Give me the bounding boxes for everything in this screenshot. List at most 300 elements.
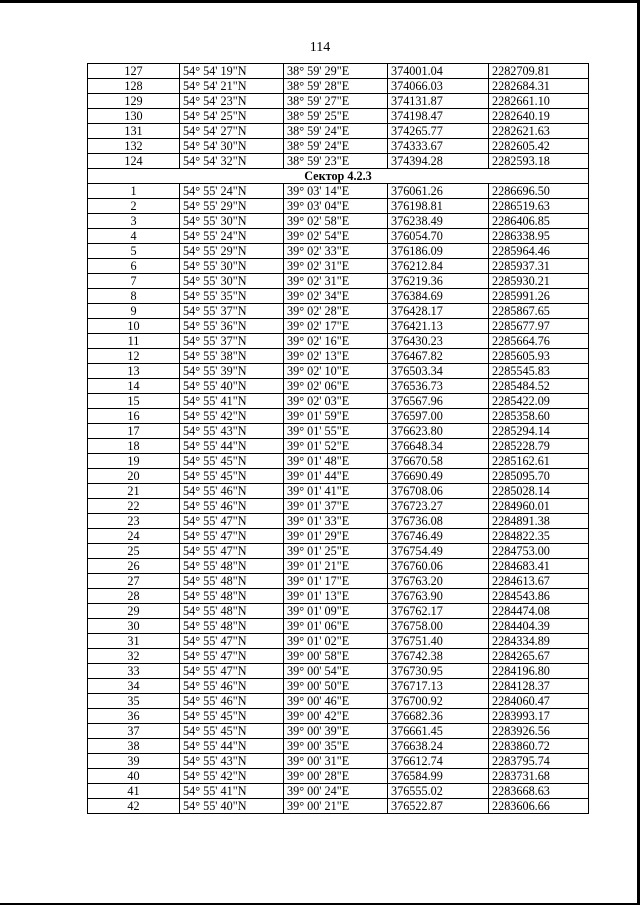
x-coordinate-cell: 376700.92 bbox=[388, 694, 489, 709]
latitude-cell: 54° 55' 45"N bbox=[180, 454, 284, 469]
x-coordinate-cell: 376212.84 bbox=[388, 259, 489, 274]
y-coordinate-cell: 2282593.18 bbox=[489, 154, 589, 169]
table-row bbox=[88, 79, 589, 94]
page-frame-top bbox=[0, 0, 640, 3]
point-number-cell: 12 bbox=[88, 349, 180, 364]
point-number-cell: 22 bbox=[88, 499, 180, 514]
latitude-cell: 54° 55' 47"N bbox=[180, 634, 284, 649]
longitude-cell: 39° 01' 17"E bbox=[284, 574, 388, 589]
longitude-cell: 39° 01' 13"E bbox=[284, 589, 388, 604]
y-coordinate-cell: 2285294.14 bbox=[489, 424, 589, 439]
x-coordinate-cell: 374265.77 bbox=[388, 124, 489, 139]
table-row bbox=[88, 124, 589, 139]
table-row bbox=[88, 679, 589, 694]
x-coordinate-cell: 376536.73 bbox=[388, 379, 489, 394]
table-row bbox=[88, 259, 589, 274]
table-row bbox=[88, 514, 589, 529]
point-number-cell: 28 bbox=[88, 589, 180, 604]
table-row bbox=[88, 454, 589, 469]
longitude-cell: 39° 01' 21"E bbox=[284, 559, 388, 574]
latitude-cell: 54° 55' 38"N bbox=[180, 349, 284, 364]
x-coordinate-cell: 376742.38 bbox=[388, 649, 489, 664]
y-coordinate-cell: 2283926.56 bbox=[489, 724, 589, 739]
point-number-cell: 1 bbox=[88, 184, 180, 199]
x-coordinate-cell: 376746.49 bbox=[388, 529, 489, 544]
point-number-cell: 32 bbox=[88, 649, 180, 664]
table-row bbox=[88, 364, 589, 379]
latitude-cell: 54° 55' 47"N bbox=[180, 544, 284, 559]
longitude-cell: 39° 00' 54"E bbox=[284, 664, 388, 679]
table-row bbox=[88, 604, 589, 619]
table-row bbox=[88, 694, 589, 709]
x-coordinate-cell: 376754.49 bbox=[388, 544, 489, 559]
latitude-cell: 54° 54' 27"N bbox=[180, 124, 284, 139]
x-coordinate-cell: 376758.00 bbox=[388, 619, 489, 634]
latitude-cell: 54° 55' 40"N bbox=[180, 799, 284, 814]
table-row bbox=[88, 394, 589, 409]
longitude-cell: 39° 02' 10"E bbox=[284, 364, 388, 379]
table-row bbox=[88, 484, 589, 499]
latitude-cell: 54° 55' 44"N bbox=[180, 739, 284, 754]
table-row bbox=[88, 559, 589, 574]
y-coordinate-cell: 2285677.97 bbox=[489, 319, 589, 334]
latitude-cell: 54° 55' 40"N bbox=[180, 379, 284, 394]
point-number-cell: 132 bbox=[88, 139, 180, 154]
y-coordinate-cell: 2282640.19 bbox=[489, 109, 589, 124]
x-coordinate-cell: 376717.13 bbox=[388, 679, 489, 694]
y-coordinate-cell: 2286338.95 bbox=[489, 229, 589, 244]
y-coordinate-cell: 2285162.61 bbox=[489, 454, 589, 469]
longitude-cell: 39° 01' 44"E bbox=[284, 469, 388, 484]
y-coordinate-cell: 2284128.37 bbox=[489, 679, 589, 694]
latitude-cell: 54° 55' 48"N bbox=[180, 574, 284, 589]
point-number-cell: 16 bbox=[88, 409, 180, 424]
table-row bbox=[88, 229, 589, 244]
x-coordinate-cell: 376061.26 bbox=[388, 184, 489, 199]
table-body-after bbox=[88, 184, 589, 814]
latitude-cell: 54° 55' 24"N bbox=[180, 184, 284, 199]
latitude-cell: 54° 55' 48"N bbox=[180, 619, 284, 634]
longitude-cell: 39° 00' 31"E bbox=[284, 754, 388, 769]
latitude-cell: 54° 54' 30"N bbox=[180, 139, 284, 154]
table-row bbox=[88, 754, 589, 769]
latitude-cell: 54° 55' 36"N bbox=[180, 319, 284, 334]
x-coordinate-cell: 376567.96 bbox=[388, 394, 489, 409]
latitude-cell: 54° 55' 47"N bbox=[180, 529, 284, 544]
x-coordinate-cell: 376186.09 bbox=[388, 244, 489, 259]
longitude-cell: 38° 59' 24"E bbox=[284, 124, 388, 139]
latitude-cell: 54° 55' 46"N bbox=[180, 679, 284, 694]
longitude-cell: 39° 03' 14"E bbox=[284, 184, 388, 199]
table-row bbox=[88, 634, 589, 649]
y-coordinate-cell: 2283668.63 bbox=[489, 784, 589, 799]
longitude-cell: 39° 00' 58"E bbox=[284, 649, 388, 664]
longitude-cell: 39° 02' 13"E bbox=[284, 349, 388, 364]
y-coordinate-cell: 2285867.65 bbox=[489, 304, 589, 319]
longitude-cell: 39° 00' 28"E bbox=[284, 769, 388, 784]
longitude-cell: 39° 01' 37"E bbox=[284, 499, 388, 514]
table-row bbox=[88, 469, 589, 484]
latitude-cell: 54° 55' 48"N bbox=[180, 604, 284, 619]
point-number-cell: 127 bbox=[88, 64, 180, 79]
x-coordinate-cell: 376670.58 bbox=[388, 454, 489, 469]
y-coordinate-cell: 2284404.39 bbox=[489, 619, 589, 634]
x-coordinate-cell: 376584.99 bbox=[388, 769, 489, 784]
longitude-cell: 39° 00' 35"E bbox=[284, 739, 388, 754]
y-coordinate-cell: 2283860.72 bbox=[489, 739, 589, 754]
y-coordinate-cell: 2283993.17 bbox=[489, 709, 589, 724]
y-coordinate-cell: 2286519.63 bbox=[489, 199, 589, 214]
point-number-cell: 23 bbox=[88, 514, 180, 529]
table-row bbox=[88, 784, 589, 799]
point-number-cell: 34 bbox=[88, 679, 180, 694]
latitude-cell: 54° 55' 41"N bbox=[180, 394, 284, 409]
latitude-cell: 54° 55' 43"N bbox=[180, 424, 284, 439]
x-coordinate-cell: 376428.17 bbox=[388, 304, 489, 319]
latitude-cell: 54° 54' 25"N bbox=[180, 109, 284, 124]
longitude-cell: 38° 59' 23"E bbox=[284, 154, 388, 169]
page-number: 114 bbox=[309, 40, 331, 55]
table-row bbox=[88, 664, 589, 679]
point-number-cell: 39 bbox=[88, 754, 180, 769]
table-row bbox=[88, 64, 589, 79]
y-coordinate-cell: 2283795.74 bbox=[489, 754, 589, 769]
latitude-cell: 54° 55' 43"N bbox=[180, 754, 284, 769]
y-coordinate-cell: 2284683.41 bbox=[489, 559, 589, 574]
table-row bbox=[88, 304, 589, 319]
table-row bbox=[88, 619, 589, 634]
x-coordinate-cell: 376238.49 bbox=[388, 214, 489, 229]
y-coordinate-cell: 2285484.52 bbox=[489, 379, 589, 394]
longitude-cell: 39° 00' 39"E bbox=[284, 724, 388, 739]
x-coordinate-cell: 376597.00 bbox=[388, 409, 489, 424]
longitude-cell: 39° 02' 34"E bbox=[284, 289, 388, 304]
latitude-cell: 54° 55' 42"N bbox=[180, 769, 284, 784]
longitude-cell: 39° 01' 48"E bbox=[284, 454, 388, 469]
latitude-cell: 54° 55' 37"N bbox=[180, 334, 284, 349]
section-header-row bbox=[88, 169, 589, 184]
point-number-cell: 18 bbox=[88, 439, 180, 454]
point-number-cell: 35 bbox=[88, 694, 180, 709]
table-row bbox=[88, 289, 589, 304]
point-number-cell: 9 bbox=[88, 304, 180, 319]
point-number-cell: 10 bbox=[88, 319, 180, 334]
longitude-cell: 39° 00' 42"E bbox=[284, 709, 388, 724]
longitude-cell: 39° 01' 02"E bbox=[284, 634, 388, 649]
x-coordinate-cell: 374198.47 bbox=[388, 109, 489, 124]
x-coordinate-cell: 376763.20 bbox=[388, 574, 489, 589]
latitude-cell: 54° 55' 46"N bbox=[180, 484, 284, 499]
point-number-cell: 130 bbox=[88, 109, 180, 124]
latitude-cell: 54° 55' 46"N bbox=[180, 694, 284, 709]
x-coordinate-cell: 376760.06 bbox=[388, 559, 489, 574]
y-coordinate-cell: 2284753.00 bbox=[489, 544, 589, 559]
point-number-cell: 38 bbox=[88, 739, 180, 754]
longitude-cell: 39° 01' 52"E bbox=[284, 439, 388, 454]
table-row bbox=[88, 274, 589, 289]
section-header-body bbox=[88, 169, 589, 184]
x-coordinate-cell: 376421.13 bbox=[388, 319, 489, 334]
latitude-cell: 54° 54' 19"N bbox=[180, 64, 284, 79]
x-coordinate-cell: 376384.69 bbox=[388, 289, 489, 304]
table-row bbox=[88, 574, 589, 589]
x-coordinate-cell: 376467.82 bbox=[388, 349, 489, 364]
longitude-cell: 39° 01' 09"E bbox=[284, 604, 388, 619]
longitude-cell: 39° 02' 16"E bbox=[284, 334, 388, 349]
latitude-cell: 54° 55' 29"N bbox=[180, 199, 284, 214]
table-row bbox=[88, 94, 589, 109]
y-coordinate-cell: 2285228.79 bbox=[489, 439, 589, 454]
point-number-cell: 40 bbox=[88, 769, 180, 784]
longitude-cell: 39° 01' 29"E bbox=[284, 529, 388, 544]
latitude-cell: 54° 54' 32"N bbox=[180, 154, 284, 169]
point-number-cell: 8 bbox=[88, 289, 180, 304]
longitude-cell: 39° 02' 17"E bbox=[284, 319, 388, 334]
latitude-cell: 54° 55' 24"N bbox=[180, 229, 284, 244]
table-row bbox=[88, 709, 589, 724]
table-row bbox=[88, 409, 589, 424]
latitude-cell: 54° 55' 35"N bbox=[180, 289, 284, 304]
y-coordinate-cell: 2284822.35 bbox=[489, 529, 589, 544]
y-coordinate-cell: 2286696.50 bbox=[489, 184, 589, 199]
longitude-cell: 39° 00' 46"E bbox=[284, 694, 388, 709]
latitude-cell: 54° 54' 21"N bbox=[180, 79, 284, 94]
table-row bbox=[88, 589, 589, 604]
point-number-cell: 13 bbox=[88, 364, 180, 379]
y-coordinate-cell: 2286406.85 bbox=[489, 214, 589, 229]
y-coordinate-cell: 2285422.09 bbox=[489, 394, 589, 409]
point-number-cell: 27 bbox=[88, 574, 180, 589]
x-coordinate-cell: 374333.67 bbox=[388, 139, 489, 154]
table-row bbox=[88, 799, 589, 814]
y-coordinate-cell: 2284960.01 bbox=[489, 499, 589, 514]
y-coordinate-cell: 2285545.83 bbox=[489, 364, 589, 379]
point-number-cell: 30 bbox=[88, 619, 180, 634]
longitude-cell: 39° 02' 33"E bbox=[284, 244, 388, 259]
point-number-cell: 6 bbox=[88, 259, 180, 274]
point-number-cell: 25 bbox=[88, 544, 180, 559]
point-number-cell: 37 bbox=[88, 724, 180, 739]
latitude-cell: 54° 55' 47"N bbox=[180, 664, 284, 679]
point-number-cell: 41 bbox=[88, 784, 180, 799]
table-row bbox=[88, 439, 589, 454]
point-number-cell: 36 bbox=[88, 709, 180, 724]
longitude-cell: 39° 02' 31"E bbox=[284, 274, 388, 289]
longitude-cell: 38° 59' 29"E bbox=[284, 64, 388, 79]
longitude-cell: 38° 59' 25"E bbox=[284, 109, 388, 124]
latitude-cell: 54° 55' 30"N bbox=[180, 259, 284, 274]
point-number-cell: 31 bbox=[88, 634, 180, 649]
longitude-cell: 39° 01' 41"E bbox=[284, 484, 388, 499]
y-coordinate-cell: 2283731.68 bbox=[489, 769, 589, 784]
latitude-cell: 54° 55' 42"N bbox=[180, 409, 284, 424]
latitude-cell: 54° 55' 30"N bbox=[180, 214, 284, 229]
y-coordinate-cell: 2285095.70 bbox=[489, 469, 589, 484]
point-number-cell: 129 bbox=[88, 94, 180, 109]
longitude-cell: 39° 02' 28"E bbox=[284, 304, 388, 319]
y-coordinate-cell: 2285937.31 bbox=[489, 259, 589, 274]
table-row bbox=[88, 109, 589, 124]
table-row bbox=[88, 544, 589, 559]
latitude-cell: 54° 55' 45"N bbox=[180, 709, 284, 724]
table-row bbox=[88, 319, 589, 334]
longitude-cell: 39° 01' 55"E bbox=[284, 424, 388, 439]
x-coordinate-cell: 374131.87 bbox=[388, 94, 489, 109]
y-coordinate-cell: 2284060.47 bbox=[489, 694, 589, 709]
table-row bbox=[88, 214, 589, 229]
y-coordinate-cell: 2285930.21 bbox=[489, 274, 589, 289]
x-coordinate-cell: 376751.40 bbox=[388, 634, 489, 649]
x-coordinate-cell: 376612.74 bbox=[388, 754, 489, 769]
x-coordinate-cell: 376054.70 bbox=[388, 229, 489, 244]
point-number-cell: 11 bbox=[88, 334, 180, 349]
point-number-cell: 33 bbox=[88, 664, 180, 679]
longitude-cell: 39° 00' 24"E bbox=[284, 784, 388, 799]
table-row bbox=[88, 499, 589, 514]
y-coordinate-cell: 2282605.42 bbox=[489, 139, 589, 154]
point-number-cell: 17 bbox=[88, 424, 180, 439]
longitude-cell: 39° 00' 50"E bbox=[284, 679, 388, 694]
latitude-cell: 54° 55' 47"N bbox=[180, 649, 284, 664]
latitude-cell: 54° 55' 45"N bbox=[180, 724, 284, 739]
section-title: Сектор 4.2.3 bbox=[88, 169, 589, 184]
longitude-cell: 39° 02' 06"E bbox=[284, 379, 388, 394]
latitude-cell: 54° 55' 48"N bbox=[180, 589, 284, 604]
x-coordinate-cell: 376638.24 bbox=[388, 739, 489, 754]
longitude-cell: 39° 02' 31"E bbox=[284, 259, 388, 274]
longitude-cell: 39° 01' 06"E bbox=[284, 619, 388, 634]
latitude-cell: 54° 55' 41"N bbox=[180, 784, 284, 799]
x-coordinate-cell: 376522.87 bbox=[388, 799, 489, 814]
latitude-cell: 54° 55' 46"N bbox=[180, 499, 284, 514]
longitude-cell: 39° 03' 04"E bbox=[284, 199, 388, 214]
latitude-cell: 54° 55' 39"N bbox=[180, 364, 284, 379]
table-row bbox=[88, 769, 589, 784]
y-coordinate-cell: 2282621.63 bbox=[489, 124, 589, 139]
point-number-cell: 14 bbox=[88, 379, 180, 394]
y-coordinate-cell: 2285028.14 bbox=[489, 484, 589, 499]
point-number-cell: 7 bbox=[88, 274, 180, 289]
latitude-cell: 54° 55' 48"N bbox=[180, 559, 284, 574]
x-coordinate-cell: 376762.17 bbox=[388, 604, 489, 619]
latitude-cell: 54° 55' 44"N bbox=[180, 439, 284, 454]
latitude-cell: 54° 55' 37"N bbox=[180, 304, 284, 319]
longitude-cell: 39° 00' 21"E bbox=[284, 799, 388, 814]
longitude-cell: 39° 02' 03"E bbox=[284, 394, 388, 409]
point-number-cell: 4 bbox=[88, 229, 180, 244]
point-number-cell: 19 bbox=[88, 454, 180, 469]
latitude-cell: 54° 55' 47"N bbox=[180, 514, 284, 529]
y-coordinate-cell: 2284891.38 bbox=[489, 514, 589, 529]
table-row bbox=[88, 334, 589, 349]
point-number-cell: 131 bbox=[88, 124, 180, 139]
y-coordinate-cell: 2285605.93 bbox=[489, 349, 589, 364]
x-coordinate-cell: 376763.90 bbox=[388, 589, 489, 604]
y-coordinate-cell: 2284265.67 bbox=[489, 649, 589, 664]
x-coordinate-cell: 376198.81 bbox=[388, 199, 489, 214]
x-coordinate-cell: 376708.06 bbox=[388, 484, 489, 499]
y-coordinate-cell: 2282661.10 bbox=[489, 94, 589, 109]
y-coordinate-cell: 2284474.08 bbox=[489, 604, 589, 619]
x-coordinate-cell: 376503.34 bbox=[388, 364, 489, 379]
longitude-cell: 38° 59' 27"E bbox=[284, 94, 388, 109]
x-coordinate-cell: 376723.27 bbox=[388, 499, 489, 514]
x-coordinate-cell: 376730.95 bbox=[388, 664, 489, 679]
y-coordinate-cell: 2283606.66 bbox=[489, 799, 589, 814]
point-number-cell: 29 bbox=[88, 604, 180, 619]
table-row bbox=[88, 529, 589, 544]
table-body-before bbox=[88, 64, 589, 169]
point-number-cell: 2 bbox=[88, 199, 180, 214]
y-coordinate-cell: 2285991.26 bbox=[489, 289, 589, 304]
latitude-cell: 54° 54' 23"N bbox=[180, 94, 284, 109]
table-row bbox=[88, 154, 589, 169]
table-row bbox=[88, 139, 589, 154]
point-number-cell: 5 bbox=[88, 244, 180, 259]
y-coordinate-cell: 2285358.60 bbox=[489, 409, 589, 424]
y-coordinate-cell: 2285664.76 bbox=[489, 334, 589, 349]
y-coordinate-cell: 2282709.81 bbox=[489, 64, 589, 79]
coordinates-table bbox=[87, 63, 589, 814]
x-coordinate-cell: 374066.03 bbox=[388, 79, 489, 94]
x-coordinate-cell: 376690.49 bbox=[388, 469, 489, 484]
longitude-cell: 39° 02' 58"E bbox=[284, 214, 388, 229]
x-coordinate-cell: 374394.28 bbox=[388, 154, 489, 169]
x-coordinate-cell: 376219.36 bbox=[388, 274, 489, 289]
table-row bbox=[88, 349, 589, 364]
point-number-cell: 21 bbox=[88, 484, 180, 499]
table-row bbox=[88, 739, 589, 754]
point-number-cell: 124 bbox=[88, 154, 180, 169]
x-coordinate-cell: 376430.23 bbox=[388, 334, 489, 349]
table-row bbox=[88, 649, 589, 664]
x-coordinate-cell: 376623.80 bbox=[388, 424, 489, 439]
point-number-cell: 15 bbox=[88, 394, 180, 409]
x-coordinate-cell: 376682.36 bbox=[388, 709, 489, 724]
x-coordinate-cell: 374001.04 bbox=[388, 64, 489, 79]
x-coordinate-cell: 376648.34 bbox=[388, 439, 489, 454]
table-row bbox=[88, 379, 589, 394]
longitude-cell: 39° 01' 33"E bbox=[284, 514, 388, 529]
y-coordinate-cell: 2285964.46 bbox=[489, 244, 589, 259]
point-number-cell: 20 bbox=[88, 469, 180, 484]
y-coordinate-cell: 2282684.31 bbox=[489, 79, 589, 94]
point-number-cell: 42 bbox=[88, 799, 180, 814]
longitude-cell: 39° 01' 25"E bbox=[284, 544, 388, 559]
longitude-cell: 39° 02' 54"E bbox=[284, 229, 388, 244]
point-number-cell: 26 bbox=[88, 559, 180, 574]
table-row bbox=[88, 724, 589, 739]
longitude-cell: 39° 01' 59"E bbox=[284, 409, 388, 424]
latitude-cell: 54° 55' 29"N bbox=[180, 244, 284, 259]
point-number-cell: 24 bbox=[88, 529, 180, 544]
y-coordinate-cell: 2284196.80 bbox=[489, 664, 589, 679]
table-row bbox=[88, 199, 589, 214]
x-coordinate-cell: 376736.08 bbox=[388, 514, 489, 529]
y-coordinate-cell: 2284613.67 bbox=[489, 574, 589, 589]
x-coordinate-cell: 376555.02 bbox=[388, 784, 489, 799]
table-row bbox=[88, 184, 589, 199]
y-coordinate-cell: 2284543.86 bbox=[489, 589, 589, 604]
table-row bbox=[88, 424, 589, 439]
point-number-cell: 3 bbox=[88, 214, 180, 229]
table-row bbox=[88, 244, 589, 259]
x-coordinate-cell: 376661.45 bbox=[388, 724, 489, 739]
longitude-cell: 38° 59' 24"E bbox=[284, 139, 388, 154]
y-coordinate-cell: 2284334.89 bbox=[489, 634, 589, 649]
latitude-cell: 54° 55' 30"N bbox=[180, 274, 284, 289]
point-number-cell: 128 bbox=[88, 79, 180, 94]
